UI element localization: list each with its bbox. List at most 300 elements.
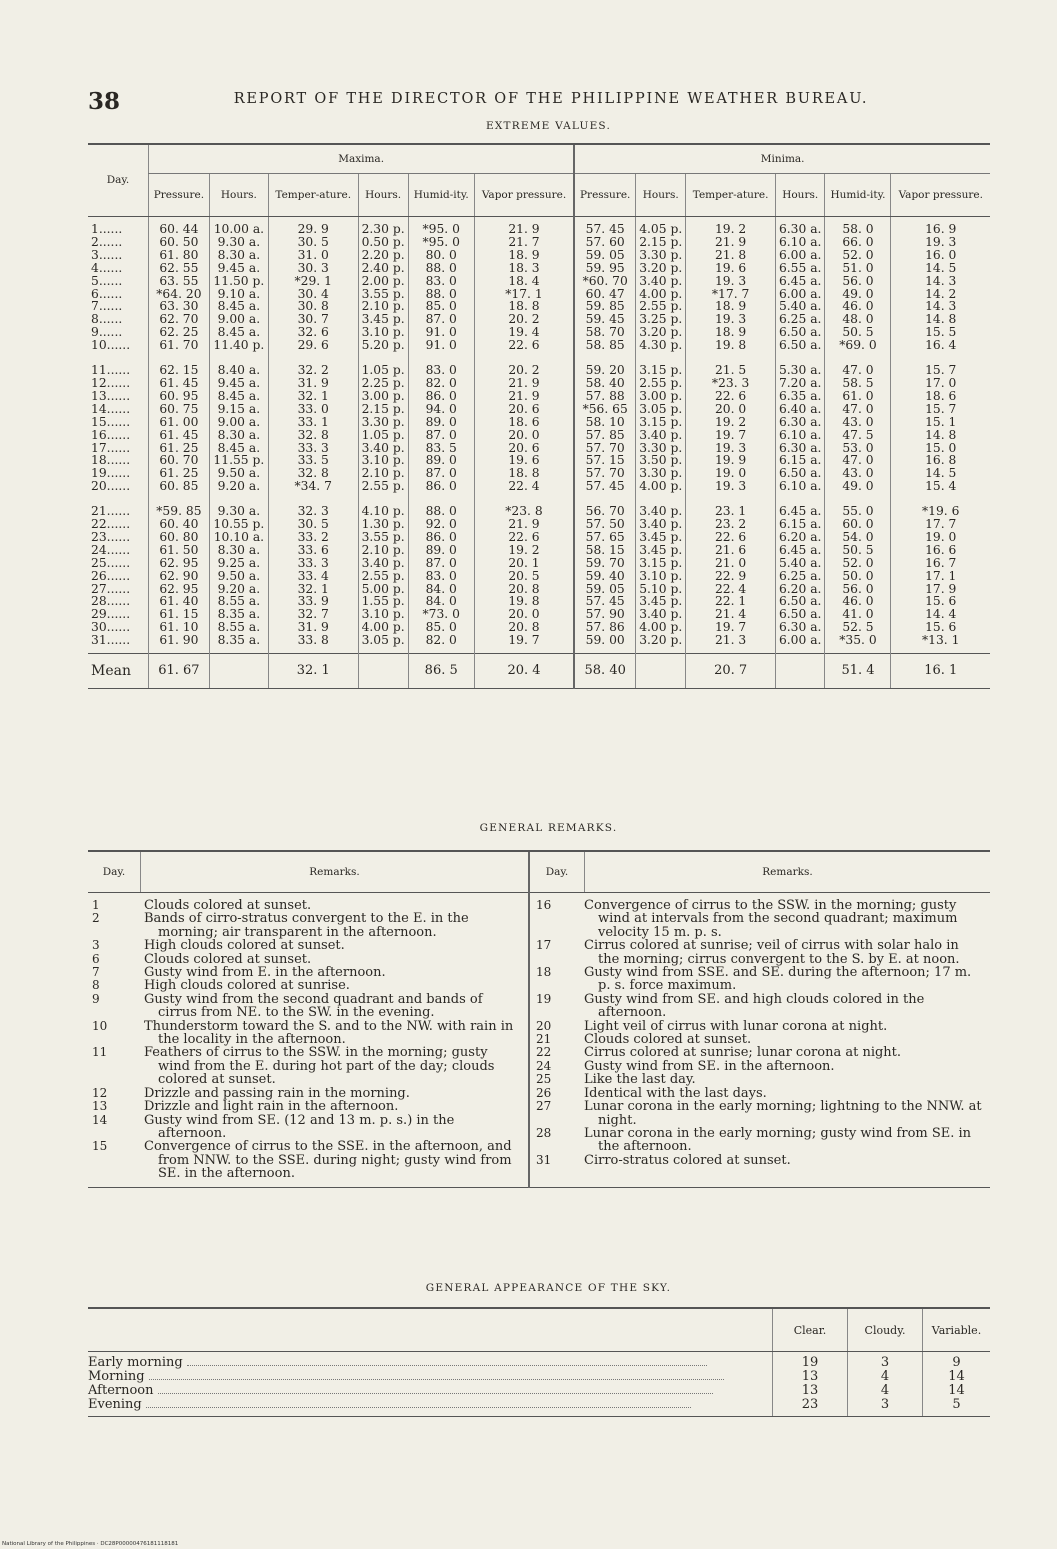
value-cell: 1.30 p. [358,518,408,531]
value-cell: 62. 15 [149,358,210,377]
remark-text: Clouds colored at sunset. [144,898,312,913]
value-cell: 21. 9 [474,377,574,390]
value-cell: 60. 75 [149,403,210,416]
value-cell: 20. 5 [474,570,574,583]
value-cell: 57. 85 [574,429,635,442]
remark-day: 11 [92,1045,108,1060]
value-cell: 10.10 a. [209,531,268,544]
value-cell: 87. 0 [408,429,474,442]
value-cell: 57. 88 [574,390,635,403]
value-cell: 3.00 p. [636,390,686,403]
value-cell: 33. 3 [268,557,358,570]
value-cell: 3.15 p. [636,557,686,570]
value-cell: 18. 8 [474,467,574,480]
value-cell: 31. 0 [268,249,358,262]
value-cell: 1.55 p. [358,595,408,608]
value-cell: 57. 45 [574,595,635,608]
value-cell: 11.40 p. [209,339,268,358]
general-remarks-title: GENERAL REMARKS. [479,822,618,834]
day-number: 27 [91,581,107,596]
value-cell: 6.50 a. [775,595,825,608]
value-cell: 14. 8 [891,313,990,326]
value-cell: 62. 95 [149,557,210,570]
value-cell: 6.00 a. [775,634,825,653]
value-cell: 5.20 p. [358,339,408,358]
value-cell: 6.50 a. [775,608,825,621]
general-remarks-table [88,850,990,1188]
value-cell: 59. 05 [574,249,635,262]
value-cell: 3.05 p. [636,403,686,416]
leader-dots: ...... [106,594,131,609]
mean-value [775,654,825,689]
day-number: 21 [91,504,107,519]
value-cell: 88. 0 [408,288,474,301]
mean-value: 20. 4 [474,654,574,689]
value-cell: 60. 50 [149,236,210,249]
value-cell: 62. 25 [149,326,210,339]
table-row [88,416,990,429]
leader-dots: ...... [106,607,131,622]
value-cell: 33. 0 [268,403,358,416]
value-cell: 51. 0 [825,262,891,275]
value-cell: 6.30 a. [775,621,825,634]
value-cell: 32. 6 [268,326,358,339]
value-cell: 6.45 a. [775,499,825,518]
day-number: 4 [91,260,99,275]
value-cell: 92. 0 [408,518,474,531]
value-cell: 3.45 p. [636,544,686,557]
value-cell: 3.55 p. [358,531,408,544]
day-number: 15 [91,414,107,429]
value-cell: *56. 65 [574,403,635,416]
value-cell: 4.10 p. [358,499,408,518]
day-number: 2 [91,234,99,249]
leader-dots: ...... [98,325,123,340]
value-cell: 15. 5 [891,326,990,339]
day-number: 28 [91,594,107,609]
table-row [88,358,990,377]
value-cell: 5.40 a. [775,300,825,313]
value-cell: 33. 8 [268,634,358,653]
sky-cloudy-value: 4 [848,1370,923,1384]
value-cell: 9.30 a. [209,499,268,518]
remark-day: 3 [92,938,100,953]
value-cell: 85. 0 [408,300,474,313]
table-row [88,518,990,531]
value-cell: 14. 5 [891,262,990,275]
value-cell: 83. 0 [408,570,474,583]
value-cell: 57. 50 [574,518,635,531]
day-cell [88,499,149,518]
remark-item [536,1033,984,1046]
value-cell: 47. 0 [825,403,891,416]
value-cell: 33. 5 [268,454,358,467]
value-cell: 21. 5 [686,358,776,377]
value-cell: *17. 1 [474,288,574,301]
value-cell: 52. 0 [825,249,891,262]
value-cell: 3.20 p. [636,262,686,275]
value-cell: 59. 20 [574,358,635,377]
value-cell: 2.00 p. [358,275,408,288]
value-cell: 32. 8 [268,429,358,442]
extreme-values-title: EXTREME VALUES. [486,120,611,132]
remark-text: Cirrus colored at sunrise; veil of cirrus with solar halo in the morning; cirrus convergent to the S. by E. at noon. [584,938,960,967]
remark-text: Gusty wind from SE. (12 and 13 m. p. s.) in the afternoon. [144,1112,455,1141]
remark-day: 26 [536,1085,552,1100]
remark-item [88,1100,522,1113]
leader-dots [146,1407,691,1408]
remark-day: 19 [536,991,552,1006]
sky-cloudy-value: 3 [848,1398,923,1417]
value-cell: 57. 70 [574,467,635,480]
value-cell: 21. 4 [686,608,776,621]
value-cell: 20. 8 [474,583,574,596]
leader-dots: ...... [106,427,131,442]
value-cell: 19. 8 [686,339,776,358]
value-cell: 57. 86 [574,621,635,634]
value-cell: 57. 45 [574,217,635,236]
value-cell: 3.40 p. [358,442,408,455]
day-number: 3 [91,247,99,262]
value-cell: 83. 0 [408,358,474,377]
value-cell: 62. 90 [149,570,210,583]
value-cell: 3.45 p. [636,595,686,608]
value-cell: 30. 8 [268,300,358,313]
value-cell: 19. 7 [474,634,574,653]
day-number: 19 [91,466,107,481]
sky-clear-value: 23 [773,1398,848,1417]
value-cell: 23. 1 [686,499,776,518]
table-row [88,236,990,249]
value-cell: 50. 0 [825,570,891,583]
day-number: 16 [91,427,107,442]
remarks-col-remarks-right: Remarks. [585,851,991,893]
value-cell: 2.30 p. [358,217,408,236]
value-cell: 3.30 p. [636,249,686,262]
value-cell: *95. 0 [408,217,474,236]
day-number: 10 [91,338,107,353]
value-cell: 21. 7 [474,236,574,249]
remark-text: Lunar corona in the early morning; lightning to the NNW. at night. [584,1099,982,1128]
value-cell: 30. 7 [268,313,358,326]
value-cell: 19. 3 [686,313,776,326]
value-cell: 19. 7 [686,429,776,442]
remark-item [88,979,522,992]
value-cell: 20. 0 [686,403,776,416]
remark-day: 24 [536,1058,552,1073]
day-number: 24 [91,542,107,557]
value-cell: 59. 05 [574,583,635,596]
leader-dots: ...... [106,440,131,455]
value-cell: 5.40 a. [775,557,825,570]
value-cell: 87. 0 [408,557,474,570]
value-cell: 3.15 p. [636,416,686,429]
value-cell: 18. 9 [686,326,776,339]
value-cell: 2.55 p. [358,480,408,499]
table-row [88,217,990,236]
group-maxima: Maxima. [149,144,575,174]
value-cell: 82. 0 [408,377,474,390]
value-cell: 5.10 p. [636,583,686,596]
report-title: REPORT OF THE DIRECTOR OF THE PHILIPPINE WEATHER BUREAU. [233,91,869,107]
value-cell: 6.40 a. [775,403,825,416]
table-row [88,1370,990,1384]
value-cell: 3.20 p. [636,326,686,339]
sky-period-label: Morning [88,1369,145,1384]
value-cell: 9.00 a. [209,416,268,429]
value-cell: 3.25 p. [636,313,686,326]
value-cell: 50. 5 [825,326,891,339]
value-cell: 8.40 a. [209,358,268,377]
leader-dots [149,1379,724,1380]
value-cell: *69. 0 [825,339,891,358]
value-cell: 3.40 p. [358,557,408,570]
value-cell: 15. 1 [891,416,990,429]
value-cell: 6.10 a. [775,429,825,442]
value-cell: 3.10 p. [636,570,686,583]
value-cell: 6.50 a. [775,339,825,358]
value-cell: 47. 0 [825,454,891,467]
mean-value: 20. 7 [686,654,776,689]
value-cell: 8.45 a. [209,300,268,313]
value-cell: 18. 6 [474,416,574,429]
remarks-col-day-right: Day. [529,851,585,893]
value-cell: 4.00 p. [636,288,686,301]
sky-variable-value: 14 [923,1370,991,1384]
remark-day: 27 [536,1099,552,1114]
remark-text: Gusty wind from SE. and high clouds colored in the afternoon. [584,991,925,1021]
value-cell: 6.45 a. [775,544,825,557]
value-cell: 14. 5 [891,467,990,480]
day-number: 25 [91,555,107,570]
leader-dots: ...... [106,375,131,390]
value-cell: 32. 1 [268,583,358,596]
value-cell: 32. 7 [268,608,358,621]
remark-text: Lunar corona in the early morning; gusty wind from SE. in the afternoon. [584,1125,972,1155]
day-number: 29 [91,607,107,622]
value-cell: 87. 0 [408,467,474,480]
remark-text: High clouds colored at sunset. [144,938,345,954]
value-cell: 8.35 a. [209,634,268,653]
value-cell: 6.45 a. [775,275,825,288]
table-row [88,634,990,653]
value-cell: 49. 0 [825,480,891,499]
remark-text: Clouds colored at sunset. [584,1032,752,1048]
leader-dots: ...... [106,363,131,378]
value-cell: 61. 45 [149,377,210,390]
value-cell: 19. 8 [474,595,574,608]
col-day: Day. [88,144,149,217]
remark-text: Gusty wind from SSE. and SE. during the afternoon; 17 m. p. s. force maximum. [584,965,972,994]
value-cell: 61. 70 [149,339,210,358]
value-cell: 6.10 a. [775,480,825,499]
table-row [88,557,990,570]
remark-day: 1 [92,898,100,912]
value-cell: 52. 5 [825,621,891,634]
remark-item [88,939,522,952]
value-cell: 9.50 a. [209,570,268,583]
value-cell: 19. 6 [474,454,574,467]
value-cell: 6.20 a. [775,583,825,596]
value-cell: 60. 85 [149,480,210,499]
value-cell: 55. 0 [825,499,891,518]
value-cell: 60. 47 [574,288,635,301]
day-number: 5 [91,273,99,288]
value-cell: 19. 3 [686,480,776,499]
value-cell: 89. 0 [408,454,474,467]
value-cell: 3.00 p. [358,390,408,403]
value-cell: 19. 7 [686,621,776,634]
value-cell: 15. 7 [891,403,990,416]
value-cell: 3.40 p. [636,429,686,442]
extreme-values-table [88,143,990,689]
day-number: 8 [91,312,99,327]
remark-day: 25 [536,1072,552,1087]
remark-text: Thunderstorm toward the S. and to the NW. with rain in the locality in the afternoon. [144,1018,514,1048]
col-min-8: Temper-ature. [686,174,776,217]
value-cell: 3.55 p. [358,288,408,301]
sky-period-label: Early morning [88,1355,183,1370]
col-min-10: Humid-ity. [825,174,891,217]
value-cell: 58. 0 [825,217,891,236]
value-cell: 9.25 a. [209,557,268,570]
value-cell: 18. 9 [686,300,776,313]
value-cell: 3.40 p. [636,499,686,518]
value-cell: 23. 2 [686,518,776,531]
value-cell: 9.45 a. [209,377,268,390]
value-cell: 6.30 a. [775,442,825,455]
remark-item [88,1114,522,1141]
value-cell: 2.15 p. [358,403,408,416]
value-cell: 17. 1 [891,570,990,583]
value-cell: 61. 00 [149,416,210,429]
value-cell: 19. 6 [686,262,776,275]
value-cell: 19. 2 [686,217,776,236]
value-cell: 60. 0 [825,518,891,531]
value-cell: 8.45 a. [209,442,268,455]
value-cell: 61. 25 [149,467,210,480]
remark-item [536,1046,984,1059]
value-cell: 22. 6 [474,339,574,358]
value-cell: 18. 8 [474,300,574,313]
value-cell: 43. 0 [825,467,891,480]
value-cell: 9.20 a. [209,480,268,499]
value-cell: 6.50 a. [775,467,825,480]
sky-variable-value: 14 [923,1384,991,1398]
day-number: 20 [91,479,107,494]
table-row [88,1352,990,1371]
value-cell: 30. 5 [268,236,358,249]
sky-clear-value: 13 [773,1384,848,1398]
value-cell: 6.25 a. [775,313,825,326]
remark-item [88,1140,522,1180]
remark-text: Cirrus colored at sunrise; lunar corona at night. [584,1045,902,1061]
sky-appearance-title: GENERAL APPEARANCE OF THE SKY. [425,1282,672,1294]
value-cell: 61. 25 [149,442,210,455]
value-cell: 10.00 a. [209,217,268,236]
sky-col-cloudy: Cloudy. [848,1308,923,1352]
remark-day: 10 [92,1018,108,1033]
remark-day: 6 [92,951,100,966]
mean-value: 86. 5 [408,654,474,689]
remark-day: 9 [92,991,100,1006]
value-cell: 46. 0 [825,300,891,313]
value-cell: 3.05 p. [358,634,408,653]
leader-dots: ...... [106,568,131,583]
value-cell: 18. 3 [474,262,574,275]
value-cell: 14. 2 [891,288,990,301]
value-cell: 2.15 p. [636,236,686,249]
sky-period-label: Afternoon [88,1383,154,1398]
value-cell: *64. 20 [149,288,210,301]
value-cell: 20. 6 [474,403,574,416]
remark-day: 22 [536,1045,552,1060]
value-cell: 3.45 p. [636,531,686,544]
value-cell: 3.40 p. [636,518,686,531]
remark-item [88,966,522,979]
value-cell: 60. 80 [149,531,210,544]
value-cell: 2.25 p. [358,377,408,390]
value-cell: 30. 5 [268,518,358,531]
value-cell: 16. 7 [891,557,990,570]
value-cell: 84. 0 [408,595,474,608]
value-cell: 15. 6 [891,621,990,634]
value-cell: 66. 0 [825,236,891,249]
value-cell: 58. 15 [574,544,635,557]
value-cell: 31. 9 [268,621,358,634]
remark-item [88,912,522,939]
value-cell: 85. 0 [408,621,474,634]
value-cell: 19. 2 [686,416,776,429]
value-cell: 57. 15 [574,454,635,467]
value-cell: 14. 3 [891,275,990,288]
value-cell: 60. 70 [149,454,210,467]
value-cell: 83. 0 [408,275,474,288]
value-cell: 3.15 p. [636,358,686,377]
value-cell: 14. 8 [891,429,990,442]
value-cell: 6.00 a. [775,249,825,262]
value-cell: 29. 6 [268,339,358,358]
value-cell: 61. 0 [825,390,891,403]
library-footer: National Library of the Philippines · DC28P00000476181118181 [2,1541,179,1547]
remark-day: 18 [536,965,552,980]
value-cell: 10.55 p. [209,518,268,531]
value-cell: 19. 2 [474,544,574,557]
remark-item [88,1020,522,1047]
value-cell: 33. 3 [268,442,358,455]
value-cell: 8.45 a. [209,326,268,339]
leader-dots: ...... [106,453,131,468]
remark-text: Bands of cirro-stratus convergent to the E. in the morning; air transparent in the afternoon. [144,911,469,940]
value-cell: 62. 55 [149,262,210,275]
value-cell: 19. 0 [686,467,776,480]
remark-day: 15 [92,1139,108,1154]
value-cell: 31. 9 [268,377,358,390]
value-cell: 57. 90 [574,608,635,621]
day-number: 6 [91,286,99,301]
day-number: 18 [91,453,107,468]
remark-day: 21 [536,1032,552,1047]
value-cell: 14. 3 [891,300,990,313]
value-cell: 8.30 a. [209,544,268,557]
value-cell: 16. 8 [891,454,990,467]
table-row [88,531,990,544]
value-cell: 86. 0 [408,531,474,544]
value-cell: 6.00 a. [775,288,825,301]
value-cell: 22. 6 [686,531,776,544]
remark-item [536,1100,984,1127]
sky-period-cell [88,1398,773,1417]
